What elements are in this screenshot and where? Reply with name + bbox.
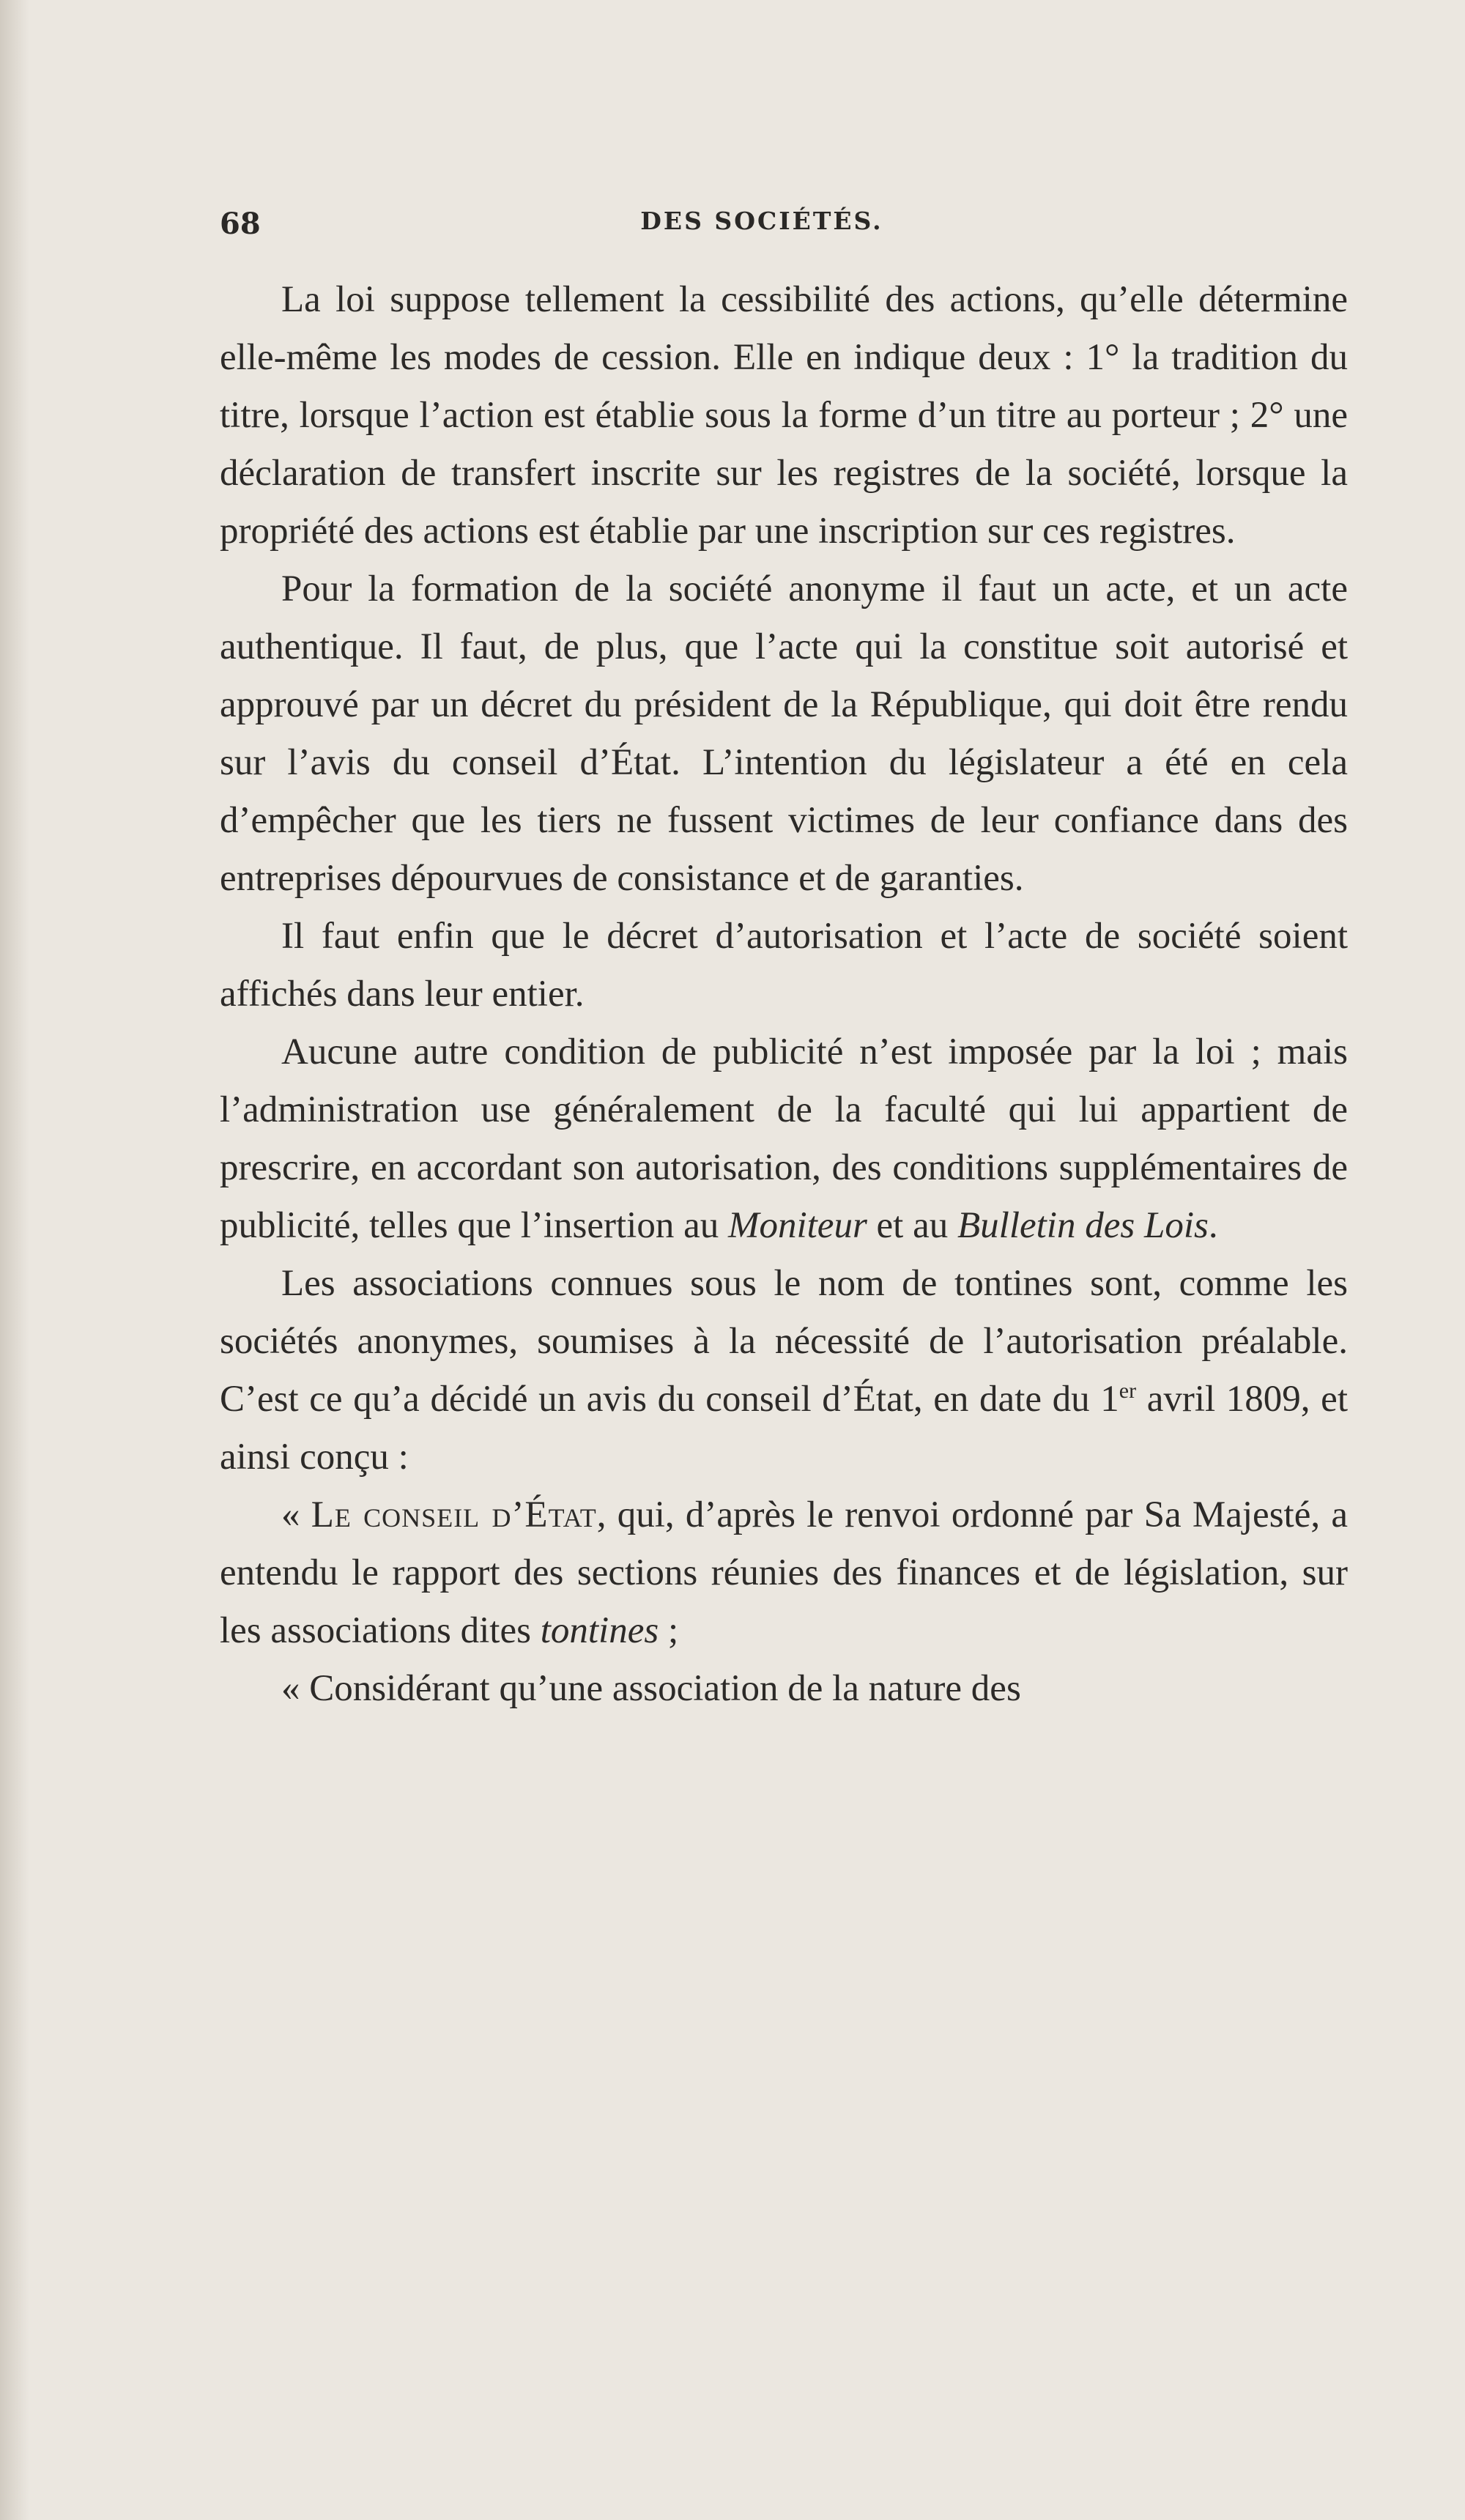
paragraph-3: Il faut enfin que le décret d’autorisation et l’acte de société soient affichés dans leur entier. — [220, 916, 1348, 1015]
quote-open: « — [281, 1494, 311, 1535]
paragraph-5 — [220, 1255, 1348, 1486]
paragraph-1: La loi suppose tellement la cessibilité des actions, qu’elle détermine elle-même les modes de cession. Elle en indique deux : 1° la tradition du titre, lorsque l’action est établie sous la forme d’un titre au porteur ; 2° une déclaration de transfert inscrite sur les registres de la société, lorsque la propriété des actions est établie par une inscription sur ces registres. — [220, 279, 1348, 552]
paragraph-5-end: avril 1809, et ainsi conçu : — [220, 1379, 1348, 1478]
paragraph-6-end: ; — [659, 1610, 679, 1651]
paragraph-4 — [220, 1023, 1348, 1255]
paragraph-6-text: , qui, d’après le renvoi ordonné par Sa Majesté, a entendu le rapport des sections réunies des finances et de législation, sur les associations dites — [220, 1494, 1348, 1651]
moniteur-title: Moniteur — [727, 1205, 867, 1246]
bulletin-title: Bulletin des Lois — [957, 1205, 1209, 1246]
conseil-small-caps: Le conseil d’État — [311, 1494, 597, 1535]
paragraph-4-end: . — [1208, 1205, 1218, 1246]
paragraph-5-text: Les associations connues sous le nom de tontines sont, comme les sociétés anonymes, soumises à la nécessité de l’autorisation préalable. C’est ce qu’a décidé un avis du conseil d’État, en date du 1 — [220, 1263, 1348, 1420]
paragraph-4-text: Aucune autre condition de publicité n’est imposée par la loi ; mais l’administration use généralement de la faculté qui lui appartient de prescrire, en accordant son autorisation, des conditions supplémentaires de publicité, telles que l’insertion au — [220, 1031, 1348, 1246]
paragraph-4-mid: et au — [867, 1205, 957, 1246]
gutter-shadow — [0, 0, 29, 2520]
page-number: 68 — [220, 207, 261, 241]
body-text — [220, 271, 1348, 1718]
ordinal-superscript: er — [1119, 1379, 1137, 1403]
paragraph-2: Pour la formation de la société anonyme il faut un acte, et un acte authentique. Il faut, de plus, que l’acte qui la constitue soit autorisé et approuvé par un décret du président de la République, qui doit être rendu sur l’avis du conseil d’État. L’intention du législateur a été en cela d’empêcher que les tiers ne fussent victimes de leur confiance dans des entreprises dépourvues de consistance et de garanties. — [220, 568, 1348, 899]
running-head: DES SOCIÉTÉS. — [640, 207, 883, 235]
paragraph-7: « Considérant qu’une association de la nature des — [281, 1668, 1021, 1709]
paragraph-6 — [220, 1486, 1348, 1660]
page-header — [220, 207, 1304, 258]
tontines-term: tontines — [540, 1610, 659, 1651]
